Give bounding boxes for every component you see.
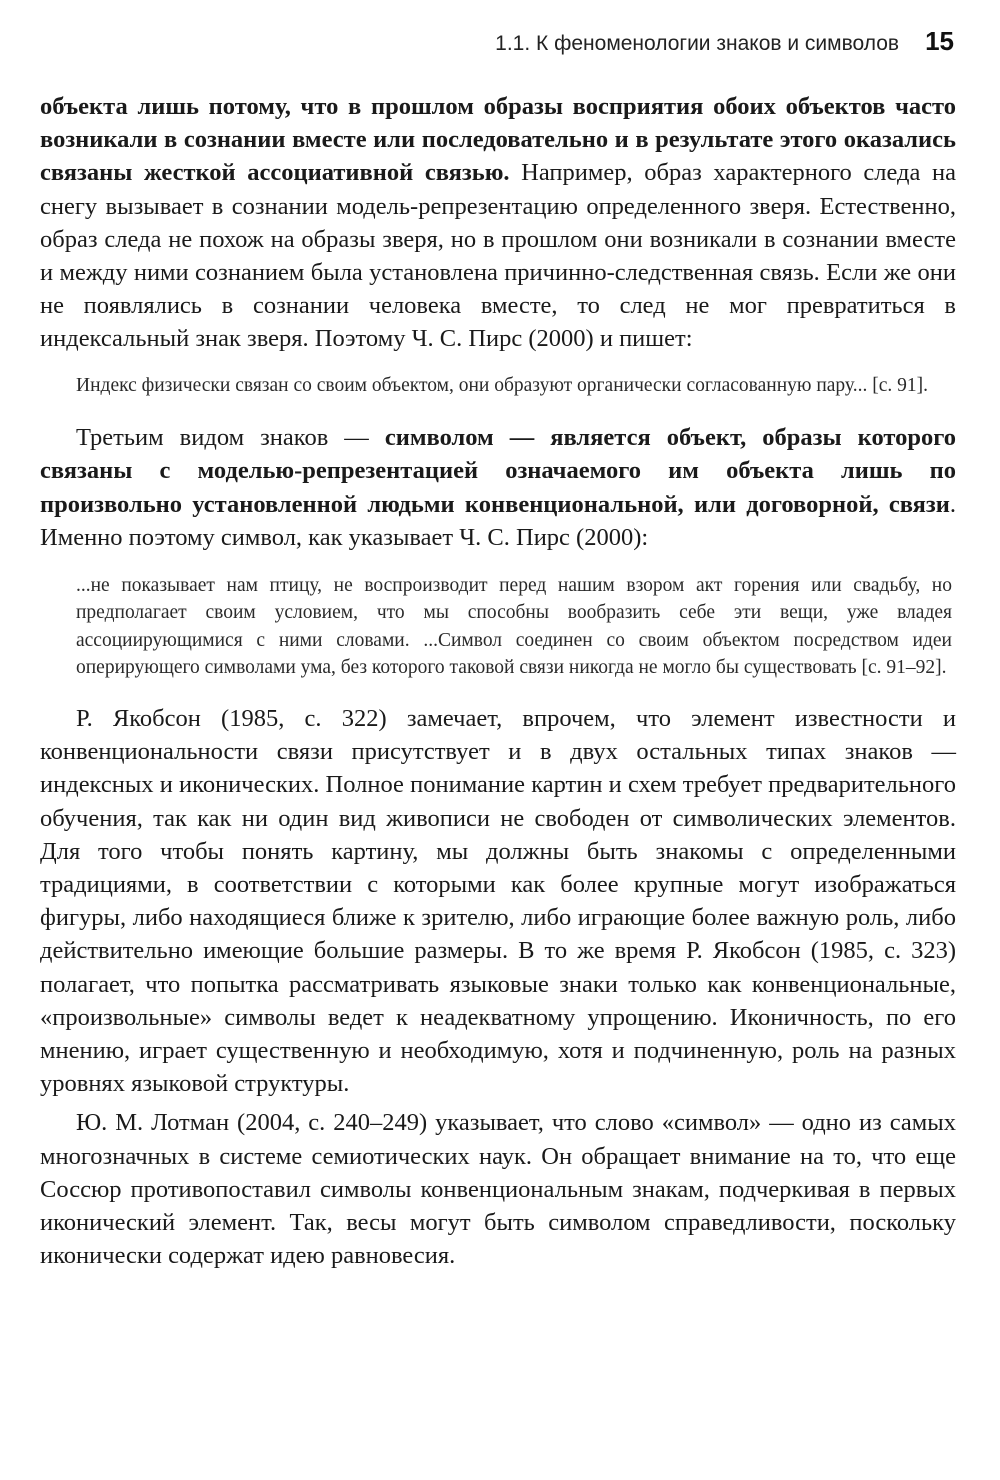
running-header bbox=[40, 26, 954, 66]
quote-2: ...не показывает нам птицу, не воспроизводит перед нашим взором акт горения или свадьбу, но предполагает своим условием, что мы способны вообразить себе эти вещи, уже владея ассоциирующимися с ними словами. ...Символ соединен со своим объектом посредством идеи оперирующего символами ума, без которого таковой связи никогда не могло бы существовать [с. 91–92]. bbox=[76, 574, 952, 679]
page-number: 15 bbox=[925, 26, 954, 56]
paragraph-1-bold: объекта лишь потому, что в прошлом образы восприятия обоих объектов часто возникали в сознании вместе или последовательно и в результате этого оказались связаны жесткой ассоциативной связью. bbox=[40, 93, 956, 187]
page-body bbox=[40, 90, 956, 1272]
paragraph-4: Ю. М. Лотман (2004, с. 240–249) указывает, что слово «символ» — одно из самых многозначных в системе семиотических наук. Он обращает внимание на то, что еще Соссюр противопоставил символы конвенциональным знакам, подчеркивая в первых иконический элемент. Так, весы могут быть символом справедливости, поскольку иконически содержат идею равновесия. bbox=[40, 1109, 956, 1270]
quote-1: Индекс физически связан со своим объектом, они образуют органически согласованную пару... [с. 91]. bbox=[76, 374, 928, 396]
paragraph-1-text: Например, образ характерного следа на снегу вызывает в сознании модель-репрезентацию определенного зверя. Естественно, образ следа не похож на образы зверя, но в прошлом они возникали в сознании вместе и между ними сознанием была установлена причинно-следственная связь. Если же они не появлялись в сознании человека вместе, то след не мог превратиться в индексальный знак зверя. Поэтому Ч. С. Пирс (2000) и пишет: bbox=[40, 159, 956, 353]
paragraph-2-bold: символом — является объект, образы которого связаны с моделью-репрезентацией означаемого им объекта лишь по произвольно установленной людьми конвенциональной, или договорной, связи bbox=[40, 424, 956, 518]
paragraph-2 bbox=[40, 421, 956, 554]
paragraph-3: Р. Якобсон (1985, с. 322) замечает, впрочем, что элемент известности и конвенциональности связи присутствует и в двух остальных типах знаков — индексных и иконических. Полное понимание картин и схем требует предварительного обучения, так как ни один вид живописи не свободен от символических элементов. Для того чтобы понять картину, мы должны быть знакомы с определенными традициями, в соответствии с которыми как более крупные могут изображаться фигуры, либо находящиеся ближе к зрителю, либо играющие более важную роль, либо действительно имеющие большие размеры. В то же время Р. Якобсон (1985, с. 323) полагает, что попытка рассматривать языковые знаки только как конвенциональные, «произвольные» символы ведет к неадекватному упрощению. Иконичность, по его мнению, играет существенную и необходимую, хотя и подчиненную, роль на разных уровнях языковой структуры. bbox=[40, 704, 956, 1098]
paragraph-2-text-before: Третьим видом знаков — bbox=[76, 424, 385, 452]
paragraph-2-text-after: . Именно поэтому символ, как указывает Ч. С. Пирс (2000): bbox=[40, 490, 956, 551]
paragraph-1 bbox=[40, 90, 956, 356]
running-title: 1.1. К феноменологии знаков и символов bbox=[495, 32, 900, 55]
